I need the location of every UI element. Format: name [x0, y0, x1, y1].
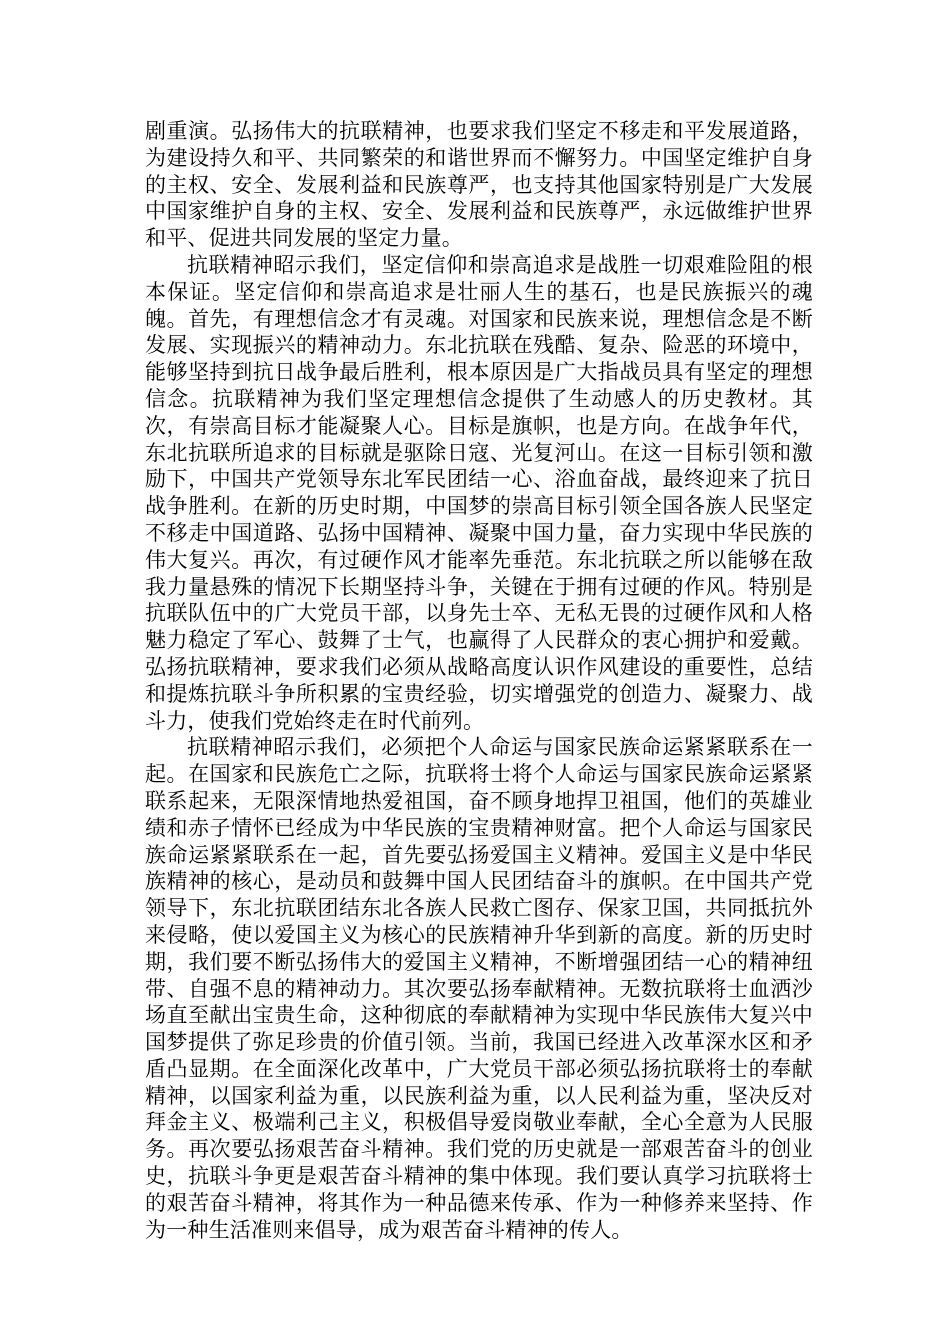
paragraph-3: 抗联精神昭示我们，必须把个人命运与国家民族命运紧紧联系在一起。在国家和民族危亡之际，抗联将士将个人命运与国家民族命运紧紧联系起来，无限深情地热爱祖国，奋不顾身地捍卫祖国，他们的英雄业绩和赤子情怀已经成为中华民族的宝贵精神财富。把个人命运与国家民族命运紧紧联系在一起，首先要弘扬爱国主义精神。爱国主义是中华民族精神的核心，是动员和鼓舞中国人民团结奋斗的旗帜。在中国共产党领导下，东北抗联团结东北各族人民救亡图存、保家卫国，共同抵抗外来侵略，使以爱国主义为核心的民族精神升华到新的高度。新的历史时期，我们要不断弘扬伟大的爱国主义精神，不断增强团结一心的精神纽带、自强不息的精神动力。其次要弘扬奉献精神。无数抗联将士血洒沙场直至献出宝贵生命，这种彻底的奉献精神为实现中华民族伟大复兴中国梦提供了弥足珍贵的价值引领。当前，我国已经进入改革深水区和矛盾凸显期。在全面深化改革中，广大党员干部必须弘扬抗联将士的奉献精神，以国家利益为重，以民族利益为重，以人民利益为重，坚决反对拜金主义、极端利己主义，积极倡导爱岗敬业奉献，全心全意为人民服务。再次要弘扬艰苦奋斗精神。我们党的历史就是一部艰苦奋斗的创业史，抗联斗争更是艰苦奋斗精神的集中体现。我们要认真学习抗联将士的艰苦奋斗精神，将其作为一种品德来传承、作为一种修养来坚持、作为一种生活准则来倡导，成为艰苦奋斗精神的传人。 — [145, 735, 813, 1242]
document-page — [145, 118, 813, 1243]
paragraph-2: 抗联精神昭示我们，坚定信仰和崇高追求是战胜一切艰难险阻的根本保证。坚定信仰和崇高追求是壮丽人生的基石，也是民族振兴的魂魄。首先，有理想信念才有灵魂。对国家和民族来说，理想信念是不断发展、实现振兴的精神动力。东北抗联在残酷、复杂、险恶的环境中，能够坚持到抗日战争最后胜利，根本原因是广大指战员具有坚定的理想信念。抗联精神为我们坚定理想信念提供了生动感人的历史教材。其次，有崇高目标才能凝聚人心。目标是旗帜，也是方向。在战争年代，东北抗联所追求的目标就是驱除日寇、光复河山。在这一目标引领和激励下，中国共产党领导东北军民团结一心、浴血奋战，最终迎来了抗日战争胜利。在新的历史时期，中国梦的崇高目标引领全国各族人民坚定不移走中国道路、弘扬中国精神、凝聚中国力量，奋力实现中华民族的伟大复兴。再次，有过硬作风才能率先垂范。东北抗联之所以能够在敌我力量悬殊的情况下长期坚持斗争，关键在于拥有过硬的作风。特别是抗联队伍中的广大党员干部，以身先士卒、无私无畏的过硬作风和人格魅力稳定了军心、鼓舞了士气，也赢得了人民群众的衷心拥护和爱戴。弘扬抗联精神，要求我们必须从战略高度认识作风建设的重要性，总结和提炼抗联斗争所积累的宝贵经验，切实增强党的创造力、凝聚力、战斗力，使我们党始终走在时代前列。 — [145, 252, 813, 733]
paragraph-1: 剧重演。弘扬伟大的抗联精神，也要求我们坚定不移走和平发展道路，为建设持久和平、共同繁荣的和谐世界而不懈努力。中国坚定维护自身的主权、安全、发展利益和民族尊严，也支持其他国家特别是广大发展中国家维护自身的主权、安全、发展利益和民族尊严，永远做维护世界和平、促进共同发展的坚定力量。 — [145, 119, 813, 251]
